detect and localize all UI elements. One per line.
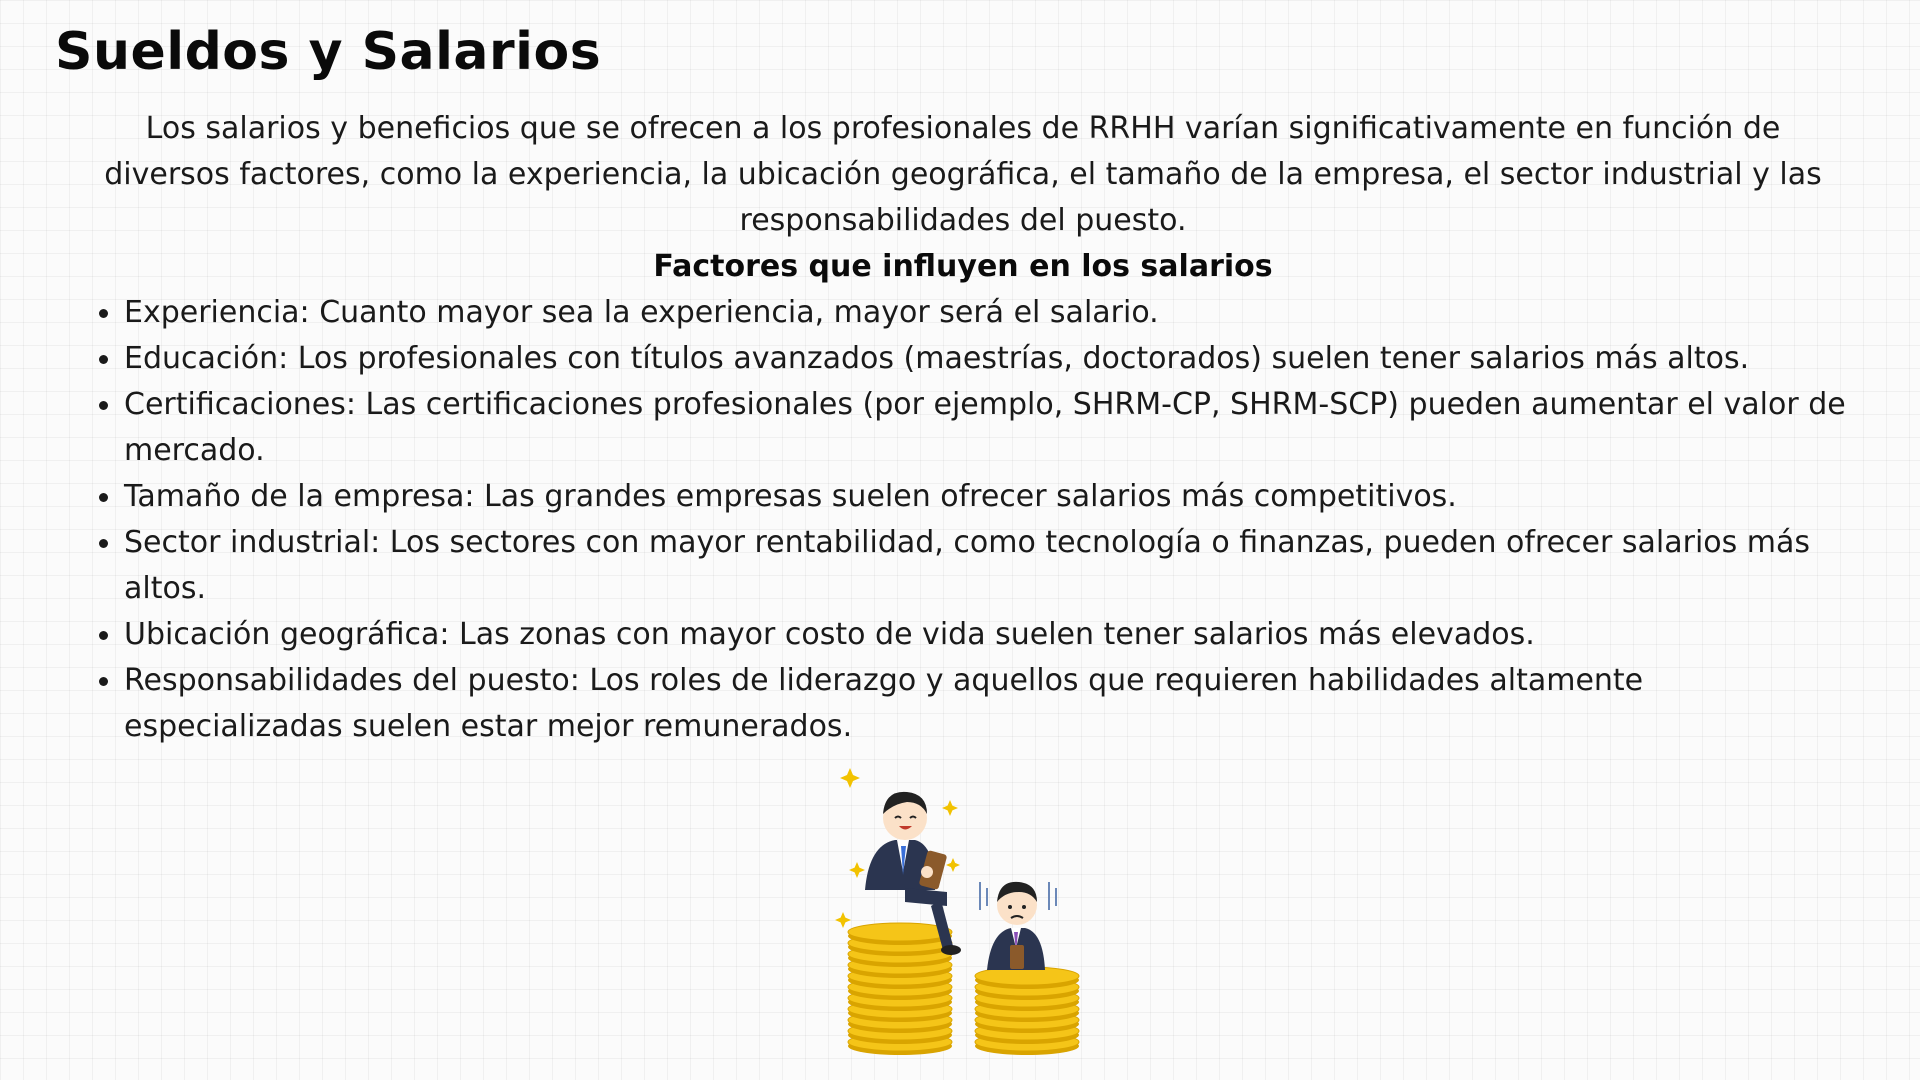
list-item: Ubicación geográfica: Las zonas con mayor costo de vida suelen tener salarios más elevados. xyxy=(124,612,1848,658)
list-item: Certificaciones: Las certificaciones profesionales (por ejemplo, SHRM-CP, SHRM-SCP) pueden aumentar el valor de mercado. xyxy=(124,382,1848,474)
intro-paragraph: Los salarios y beneficios que se ofrecen a los profesionales de RRHH varían significativamente en función de diversos factores, como la experiencia, la ubicación geográfica, el tamaño de la empresa, el sector industrial y las responsabilidades del puesto. xyxy=(104,111,1822,238)
factors-list xyxy=(78,290,1848,750)
content-area xyxy=(78,106,1848,750)
list-item: Responsabilidades del puesto: Los roles de liderazgo y aquellos que requieren habilidades altamente especializadas suelen estar mejor remunerados. xyxy=(124,658,1848,750)
businessmen-on-coin-stacks-icon xyxy=(835,760,1095,1060)
list-item: Educación: Los profesionales con títulos avanzados (maestrías, doctorados) suelen tener salarios más altos. xyxy=(124,336,1848,382)
page-title: Sueldos y Salarios xyxy=(55,22,602,82)
list-item: Sector industrial: Los sectores con mayor rentabilidad, como tecnología o finanzas, pueden ofrecer salarios más altos. xyxy=(124,520,1848,612)
list-item: Tamaño de la empresa: Las grandes empresas suelen ofrecer salarios más competitivos. xyxy=(124,474,1848,520)
factors-heading: Factores que influyen en los salarios xyxy=(653,249,1273,284)
list-item: Experiencia: Cuanto mayor sea la experiencia, mayor será el salario. xyxy=(124,290,1848,336)
